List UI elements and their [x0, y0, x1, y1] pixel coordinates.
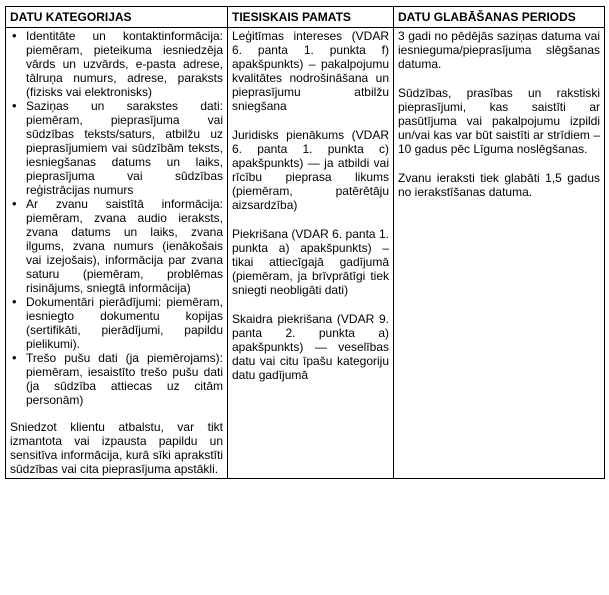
category-item-call-info: • Ar zvanu saistītā informācija: piemēram, zvana audio ieraksts, zvana datums un laiks, zvana ilgums, zvana numurs (ienākošais vai izejošais), informācija par zvana saturu (piemēram, problēmas risinājums, sniegtā informācija): [10, 197, 223, 295]
legal-basis-legitimate-interest: Leģitīmas intereses (VDAR 6. panta 1. punkta f) apakšpunkts) – pakalpojumu kvalitātes nodrošināšana un pieprasījumu atbilžu sniegšana: [232, 29, 389, 113]
header-legal-basis: TIESISKAIS PAMATS: [228, 7, 394, 28]
retention-cell: [394, 28, 605, 479]
categories-cell: [6, 28, 228, 479]
header-data-categories: DATU KATEGORIJAS: [6, 7, 228, 28]
table-header-row: [6, 7, 605, 28]
category-item-identity: • Identitāte un kontaktinformācija: piemēram, pieteikuma iesniedzēja vārds un uzvārds, e-pasta adrese, tālruņa numurs, adrese, paraksts (fizisks vai elektronisks): [10, 29, 223, 99]
category-item-third-party-data: • Trešo pušu dati (ja piemērojams): piemēram, iesaistīto trešo pušu dati (ja sūdzība attiecas uz citām personām): [10, 351, 223, 407]
retention-general: 3 gadi no pēdējās saziņas datuma vai iesnieguma/pieprasījuma slēgšanas datuma.: [398, 29, 600, 71]
retention-complaints: Sūdzības, prasības un rakstiski pieprasījumi, kas saistīti ar pasūtījuma vai pakalpojumu izpildi un/vai kas var būt saistīti ar strīdiem – 10 gadus pēc Līguma noslēgšanas.: [398, 86, 600, 156]
legal-basis-consent: Piekrišana (VDAR 6. panta 1. punkta a) apakšpunkts) – tikai attiecīgajā gadījumā (piemēram, ja brīvprātīgi tiek sniegti neobligāti dati): [232, 227, 389, 297]
data-processing-table: [5, 6, 605, 479]
category-item-communication: • Saziņas un sarakstes dati: piemēram, pieprasījuma vai sūdzības teksts/saturs, atbilžu uz pieprasījumiem vai sūdzībām teksts, iesniegšanas datums un laiks, pieprasījuma vai sūdzības reģistrācijas numurs: [10, 99, 223, 197]
category-list: [10, 29, 223, 407]
table-row: [6, 28, 605, 479]
legal-basis-legal-obligation: Juridisks pienākums (VDAR 6. panta 1. punkta c) apakšpunkts) — ja atbildi vai rīcību pieprasa likums (piemēram, patērētāju aizsardzība): [232, 128, 389, 212]
category-item-documentary-evidence: • Dokumentāri pierādījumi: piemēram, iesniegto dokumentu kopijas (sertifikāti, pierādījumi, papildu pielikumi).: [10, 295, 223, 351]
categories-note: Sniedzot klientu atbalstu, var tikt izmantota vai izpausta papildu un sensitīva informācija, kurā sīki aprakstīti sūdzības vai cita pieprasījuma apstākli.: [10, 420, 223, 476]
retention-call-recordings: Zvanu ieraksti tiek glabāti 1,5 gadus no ierakstīšanas datuma.: [398, 171, 600, 199]
legal-basis-cell: [228, 28, 394, 479]
legal-basis-explicit-consent: Skaidra piekrišana (VDAR 9. panta 2. punkta a) apakšpunkts) — veselības datu vai citu īpašu kategoriju datu gadījumā: [232, 312, 389, 382]
header-retention-period: DATU GLABĀŠANAS PERIODS: [394, 7, 605, 28]
